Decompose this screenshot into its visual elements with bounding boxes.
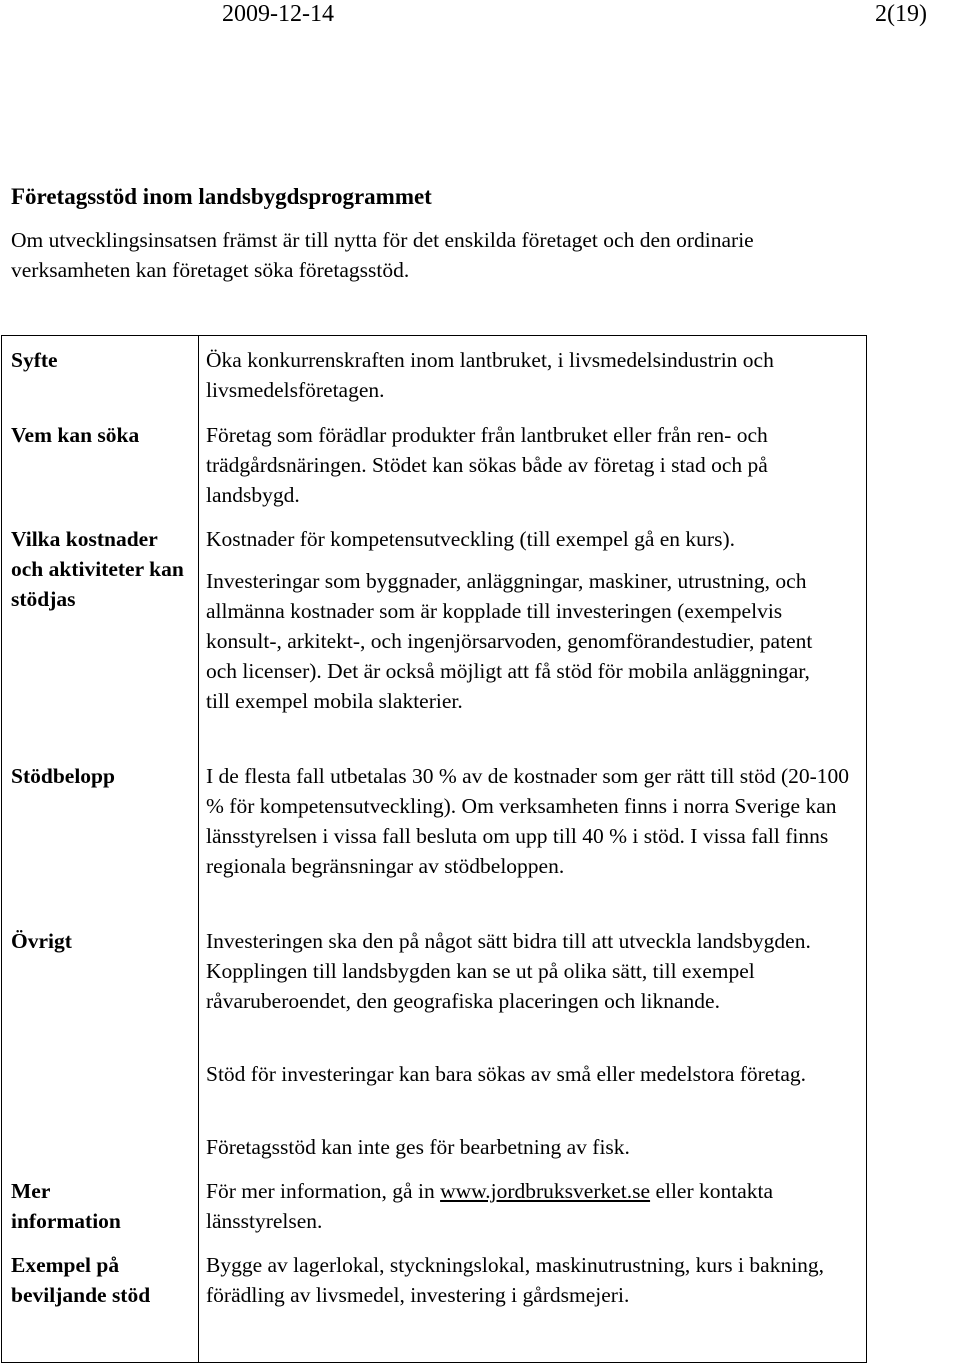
row-text-kostnader-1: Kostnader för kompetensutveckling (till exempel gå en kurs). (206, 527, 735, 551)
support-info-table (1, 335, 867, 1363)
row-label-vem-kan-soka: Vem kan söka (11, 423, 140, 447)
row-text-exempel: Bygge av lagerlokal, styckningslokal, maskinutrustning, kurs i bakning, förädling av livsmedel, investering i gårdsmejeri. (206, 1253, 825, 1307)
row-label-exempel: Exempel på beviljande stöd (11, 1253, 151, 1307)
more-info-text-after: eller kontakta länsstyrelsen. (206, 1179, 774, 1233)
row-text-ovrigt-2: Stöd för investeringar kan bara sökas av små eller medelstora företag. (206, 1062, 806, 1086)
row-label-syfte: Syfte (11, 348, 58, 372)
section-intro: Om utvecklingsinsatsen främst är till nytta för det enskilda företaget och den ordinarie verksamheten kan företaget söka företagsstöd. (11, 228, 754, 282)
page-number: 2(19) (875, 1, 927, 27)
document-date: 2009-12-14 (222, 1, 334, 27)
row-text-mer-information (206, 1176, 816, 1236)
row-label-mer-information: Mer information (11, 1179, 121, 1233)
row-label-kostnader: Vilka kostnader och aktiviteter kan stödjas (11, 527, 184, 611)
row-text-syfte: Öka konkurrenskraften inom lantbruket, i livsmedelsindustrin och livsmedelsföretagen. (206, 348, 774, 402)
row-label-ovrigt: Övrigt (11, 929, 72, 953)
row-label-stodbelopp: Stödbelopp (11, 764, 115, 788)
row-text-kostnader-2: Investeringar som byggnader, anläggningar, maskiner, utrustning, och allmänna kostnader som är kopplade till investeringen (exempelvis konsult-, arkitekt-, och ingenjörsarvoden, genomförandestudier, patent och licenser). Det är också möjligt att få stöd för mobila anläggningar, till exempel mobila slakterier. (206, 569, 813, 713)
row-text-vem-kan-soka: Företag som förädlar produkter från lantbruket eller från ren- och trädgårdsnäringen. Stödet kan sökas både av företag i stad och på landsbygd. (206, 423, 768, 507)
row-text-stodbelopp: I de flesta fall utbetalas 30 % av de kostnader som ger rätt till stöd (20-100 % för kompetensutveckling). Om verksamheten finns i norra Sverige kan länsstyrelsen i vissa fall besluta om upp till 40 % i stöd. I vissa fall finns regionala begränsningar av stödbeloppen. (206, 764, 850, 878)
more-info-text-before: För mer information, gå in (206, 1179, 441, 1203)
row-text-ovrigt-1: Investeringen ska den på något sätt bidra till att utveckla landsbygden. Kopplingen till landsbygden kan se ut på olika sätt, till exempel råvaruberoendet, den geografiska placeringen och liknande. (206, 929, 811, 1013)
row-text-ovrigt-3: Företagsstöd kan inte ges för bearbetning av fisk. (206, 1135, 630, 1159)
column-divider (198, 336, 199, 1362)
section-title: Företagsstöd inom landsbygdsprogrammet (11, 184, 432, 209)
jordbruksverket-link[interactable]: www.jordbruksverket.se (440, 1179, 651, 1203)
